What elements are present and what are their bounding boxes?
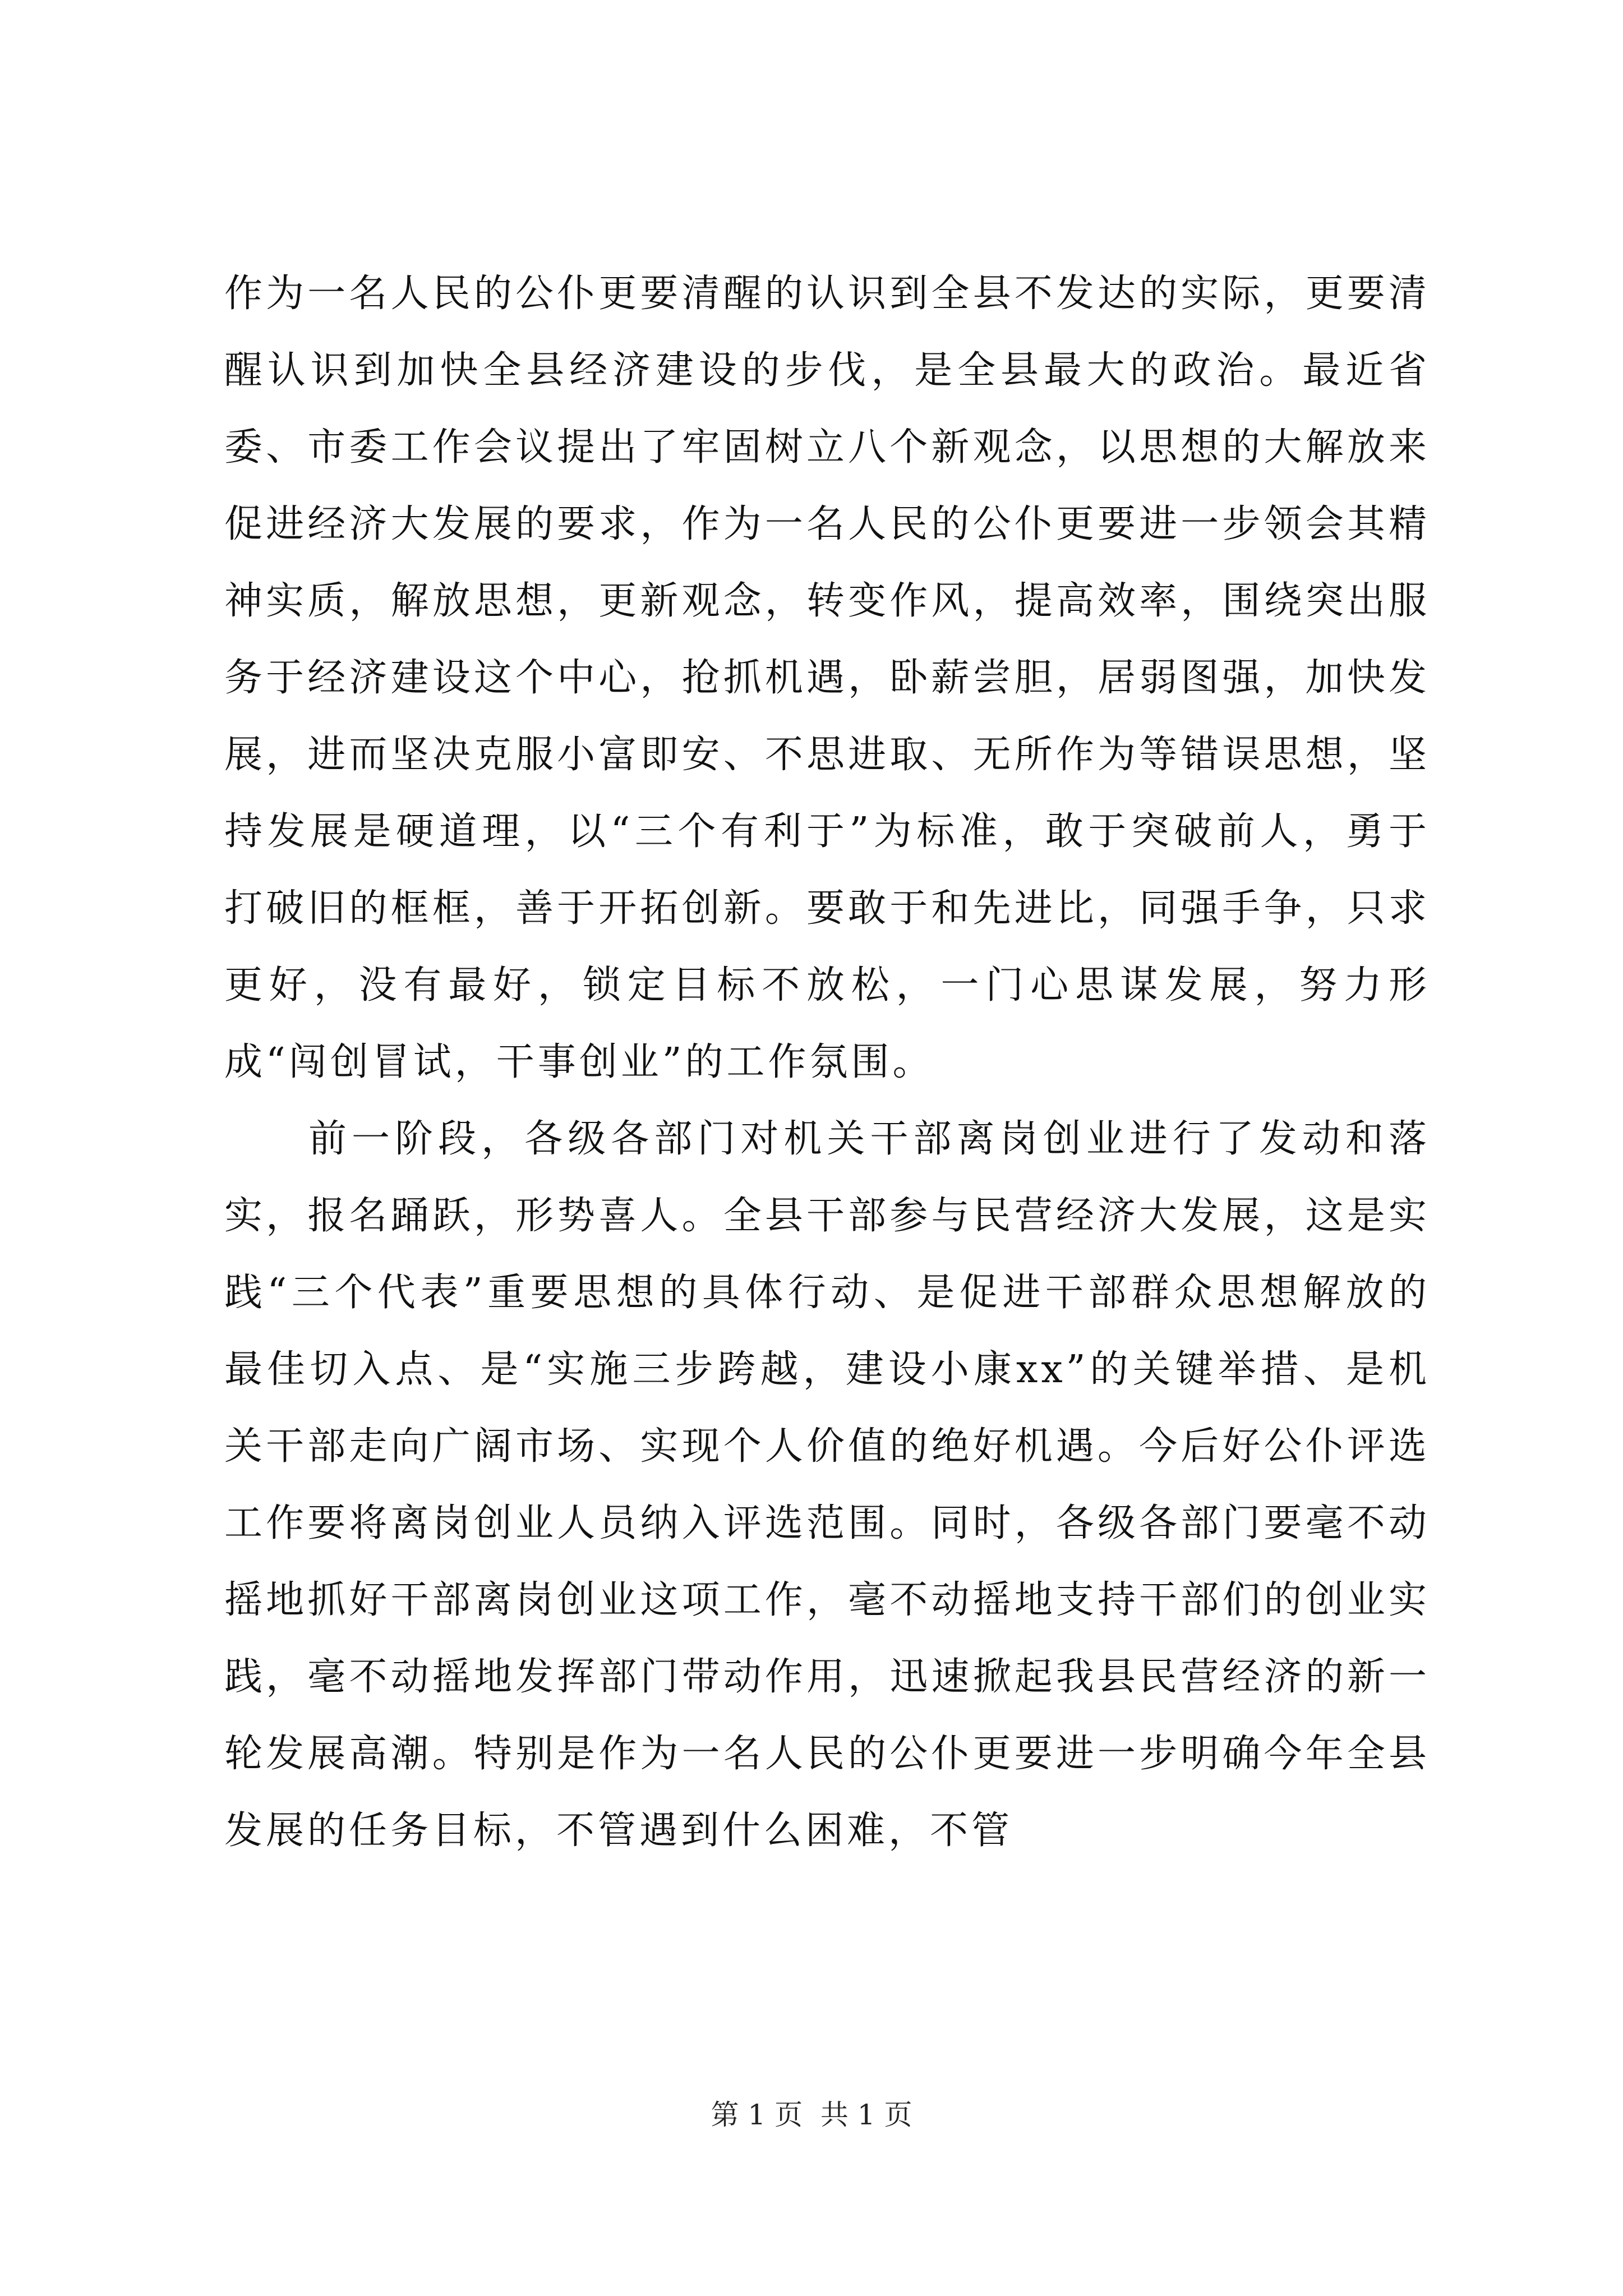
- document-body: [224, 255, 1430, 1869]
- page-number-label: 第 1 页 共 1 页: [711, 2099, 912, 2131]
- page-footer: [0, 2095, 1623, 2134]
- paragraph-2: 前一阶段，各级各部门对机关干部离岗创业进行了发动和落实，报名踊跃，形势喜人。全县干部参与民营经济大发展，这是实践“三个代表”重要思想的具体行动、是促进干部群众思想解放的最佳切入点、是“实施三步跨越，建设小康xx”的关键举措、是机关干部走向广阔市场、实现个人价值的绝好机遇。今后好公仆评选工作要将离岗创业人员纳入评选范围。同时，各级各部门要毫不动摇地抓好干部离岗创业这项工作，毫不动摇地支持干部们的创业实践，毫不动摇地发挥部门带动作用，迅速掀起我县民营经济的新一轮发展高潮。特别是作为一名人民的公仆更要进一步明确今年全县发展的任务目标，不管遇到什么困难，不管: [224, 1117, 1430, 1853]
- paragraph-1: 作为一名人民的公仆更要清醒的认识到全县不发达的实际，更要清醒认识到加快全县经济建设的步伐，是全县最大的政治。最近省委、市委工作会议提出了牢固树立八个新观念，以思想的大解放来促进经济大发展的要求，作为一名人民的公仆更要进一步领会其精神实质，解放思想，更新观念，转变作风，提高效率，围绕突出服务于经济建设这个中心，抢抓机遇，卧薪尝胆，居弱图强，加快发展，进而坚决克服小富即安、不思进取、无所作为等错误思想，坚持发展是硬道理，以“三个有利于”为标准，敢于突破前人，勇于打破旧的框框，善于开拓创新。要敢于和先进比，同强手争，只求更好，没有最好，锁定目标不放松，一门心思谋发展，努力形成“闯创冒试，干事创业”的工作氛围。: [224, 272, 1430, 1084]
